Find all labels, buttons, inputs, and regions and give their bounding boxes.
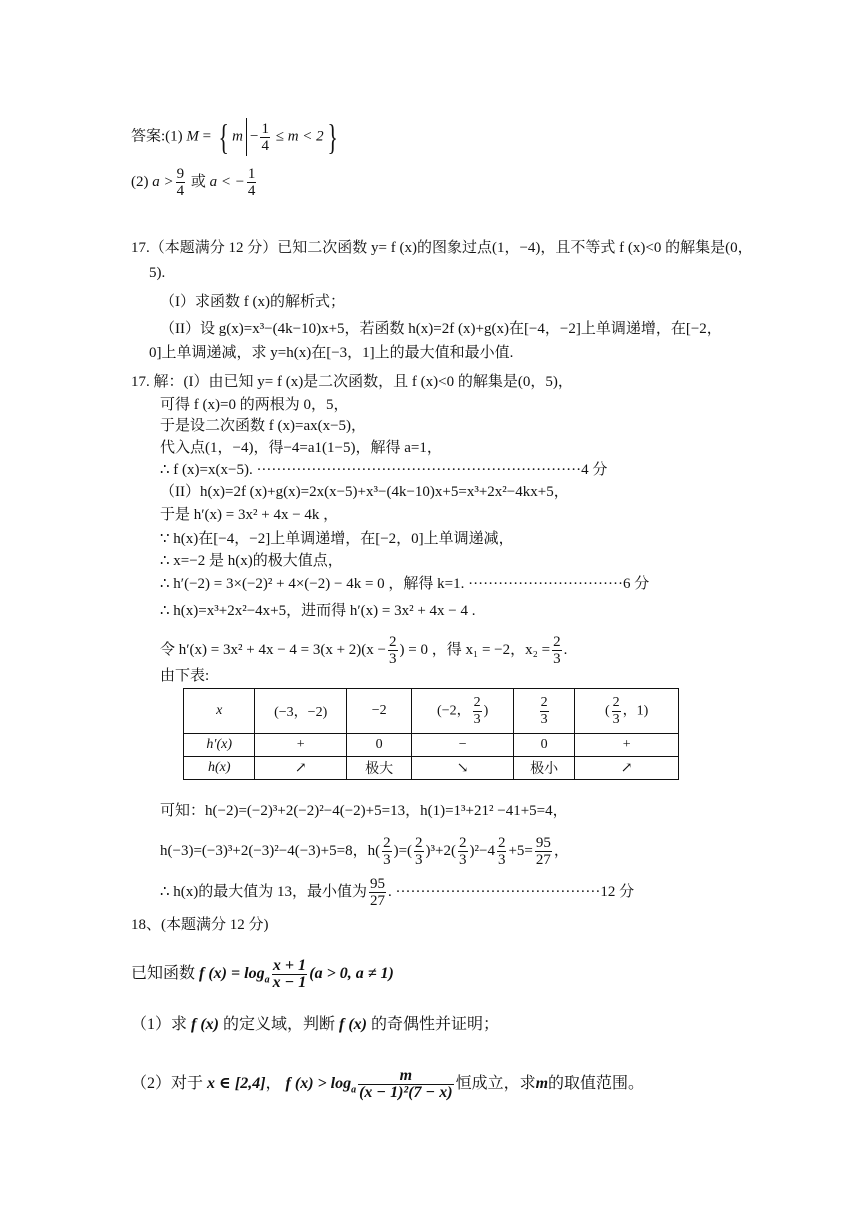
- fraction-two-thirds-a: $\frac{2}{3}$: [389, 634, 397, 667]
- set-bar: [246, 118, 247, 156]
- table-cell: 极大: [346, 757, 411, 780]
- q18-title: 18、(本题满分 12 分): [131, 917, 269, 933]
- right-brace: }: [327, 117, 338, 157]
- minus-sign: −: [250, 128, 259, 145]
- fraction-nine-quarters: $\frac{9}{4}$: [176, 166, 185, 199]
- fraction-two-thirds-b: $\frac{2}{3}$: [553, 634, 561, 667]
- table-cell: (−2， $\frac{2}{3}$ ): [412, 689, 514, 734]
- set-condition: ≤ m < 2: [275, 128, 324, 145]
- solution-line-8: ∵ h(x)在[−4，−2]上单调递增，在[−2，0]上单调递减，: [160, 531, 514, 547]
- solution-line-3: 于是设二次函数 f (x)=ax(x−5)，: [160, 418, 367, 434]
- solution-line-4: 代入点(1，−4)，得−4=a1(1−5)，解得 a=1，: [160, 440, 442, 456]
- left-brace: {: [218, 117, 229, 157]
- table-cell: 极小: [513, 757, 574, 780]
- or-word: 或: [190, 173, 206, 190]
- table-cell: h(x): [184, 757, 255, 780]
- period: .: [563, 641, 568, 658]
- inequality-a1: a >: [152, 173, 174, 190]
- table-cell: h′(x): [184, 734, 255, 757]
- solution-line-10: ∴ h′(−2) = 3×(−2)² + 4×(−2) − 4k = 0 ，解得 k=1. ·······························6 分: [160, 576, 650, 592]
- table-cell: +: [255, 734, 347, 757]
- table-cell: −: [412, 734, 514, 757]
- solution-line-5: ∴ f (x)=x(x−5). ·································································4 分: [160, 462, 608, 478]
- q17-part2b: 0]上单调递减，求 y=h(x)在[−3，1]上的最大值和最小值.: [149, 345, 514, 361]
- fraction-one-quarter: $\frac{1}{4}$: [247, 166, 256, 199]
- table-cell: 0: [513, 734, 574, 757]
- solution-line-13: 由下表:: [160, 668, 210, 684]
- table-row: [184, 734, 679, 757]
- q17-part2a: （II）设 g(x)=x³−(4k−10)x+5，若函数 h(x)=2f (x)+g(x)在[−4，−2]上单调递增，在[−2，: [160, 321, 722, 337]
- table-cell: $\frac{2}{3}$: [513, 689, 574, 734]
- set-name: M: [186, 128, 199, 145]
- q18-part1: （1）求 f (x) 的定义域，判断 f (x) 的奇偶性并证明；: [131, 1016, 500, 1033]
- q17-line2: 5).: [149, 265, 166, 281]
- table-row: [184, 689, 679, 734]
- answer-label: 答案:(1): [131, 128, 183, 145]
- solution-line-2: 可得 f (x)=0 的两根为 0，5，: [160, 397, 349, 413]
- q18-given: 已知函数 f $(x) = \log_a$ $\frac{x + 1}{x - 1}$ (a > 0, a ≠ 1): [131, 957, 394, 991]
- values-line-1: 可知：h(−2)=(−2)³+2(−2)²−4(−2)+5=13，h(1)=1³+21² −41+5=4，: [160, 803, 568, 819]
- inequality-a2: a < −: [209, 173, 245, 190]
- fraction-quarter: $\frac{1}{4}$: [261, 120, 269, 154]
- roots-text: ) = 0 ，得 x₁ = −2，x₂ =: [399, 641, 551, 658]
- table-row: [184, 757, 679, 780]
- q18-part2: （2）对于 x ∈ [2,4]， f $(x) > \log_a$ $\frac{m}{\text{(x − 1)²(7 − x)}}$ 恒成立，求m的取值范围。: [131, 1067, 645, 1101]
- table-cell: ↗: [255, 757, 347, 780]
- solution-line-11: ∴ h(x)=x³+2x²−4x+5，进而得 h′(x) = 3x² + 4x − 4 .: [160, 603, 476, 619]
- sign-table: [183, 688, 679, 780]
- q17-line1: 17.（本题满分 12 分）已知二次函数 y= f (x)的图象过点(1，−4)，且不等式 f (x)<0 的解集是(0，: [131, 240, 753, 256]
- derivative-factor-text: 令 h′(x) = 3x² + 4x − 4 = 3(x + 2)(x −: [160, 641, 387, 658]
- table-cell: −2: [346, 689, 411, 734]
- answer-line-1: [131, 118, 341, 156]
- solution-line-1: 17. 解：(I）由已知 y= f (x)是二次函数，且 f (x)<0 的解集是(0，5)，: [131, 374, 573, 390]
- table-cell: ↘: [412, 757, 514, 780]
- solution-line-12: [160, 634, 567, 667]
- values-line-3: ∴ h(x)的最大值为 13，最小值为 $\frac{95}{27}$ . ·········································12 分: [160, 876, 635, 909]
- set-variable: m: [232, 128, 244, 145]
- solution-line-7: 于是 h′(x) = 3x² + 4x − 4k ，: [160, 507, 339, 523]
- values-line-2: h(−3)=(−3)³+2(−3)²−4(−3)+5=8，h( $\frac{2}{3}$ )=( $\frac{2}{3}$ )³+2( $\frac{2}{3}$ )²−4 $\frac{2}{3}$ +5= $\frac{95}{27}$ ，: [160, 835, 569, 868]
- q17-part1: （I）求函数 f (x)的解析式；: [160, 294, 345, 310]
- table-cell: x: [184, 689, 255, 734]
- solution-line-6: （II）h(x)=2f (x)+g(x)=2x(x−5)+x³−(4k−10)x+5=x³+2x²−4kx+5，: [160, 484, 569, 500]
- table-cell: ↗: [575, 757, 679, 780]
- part2-label: (2): [131, 173, 149, 190]
- equals-sign: =: [202, 128, 212, 145]
- table-cell: ( $\frac{2}{3}$ ，1): [575, 689, 679, 734]
- table-cell: +: [575, 734, 679, 757]
- table-cell: (−3，−2): [255, 689, 347, 734]
- table-cell: 0: [346, 734, 411, 757]
- solution-line-9: ∴ x=−2 是 h(x)的极大值点，: [160, 553, 343, 569]
- answer-line-2: [131, 166, 258, 199]
